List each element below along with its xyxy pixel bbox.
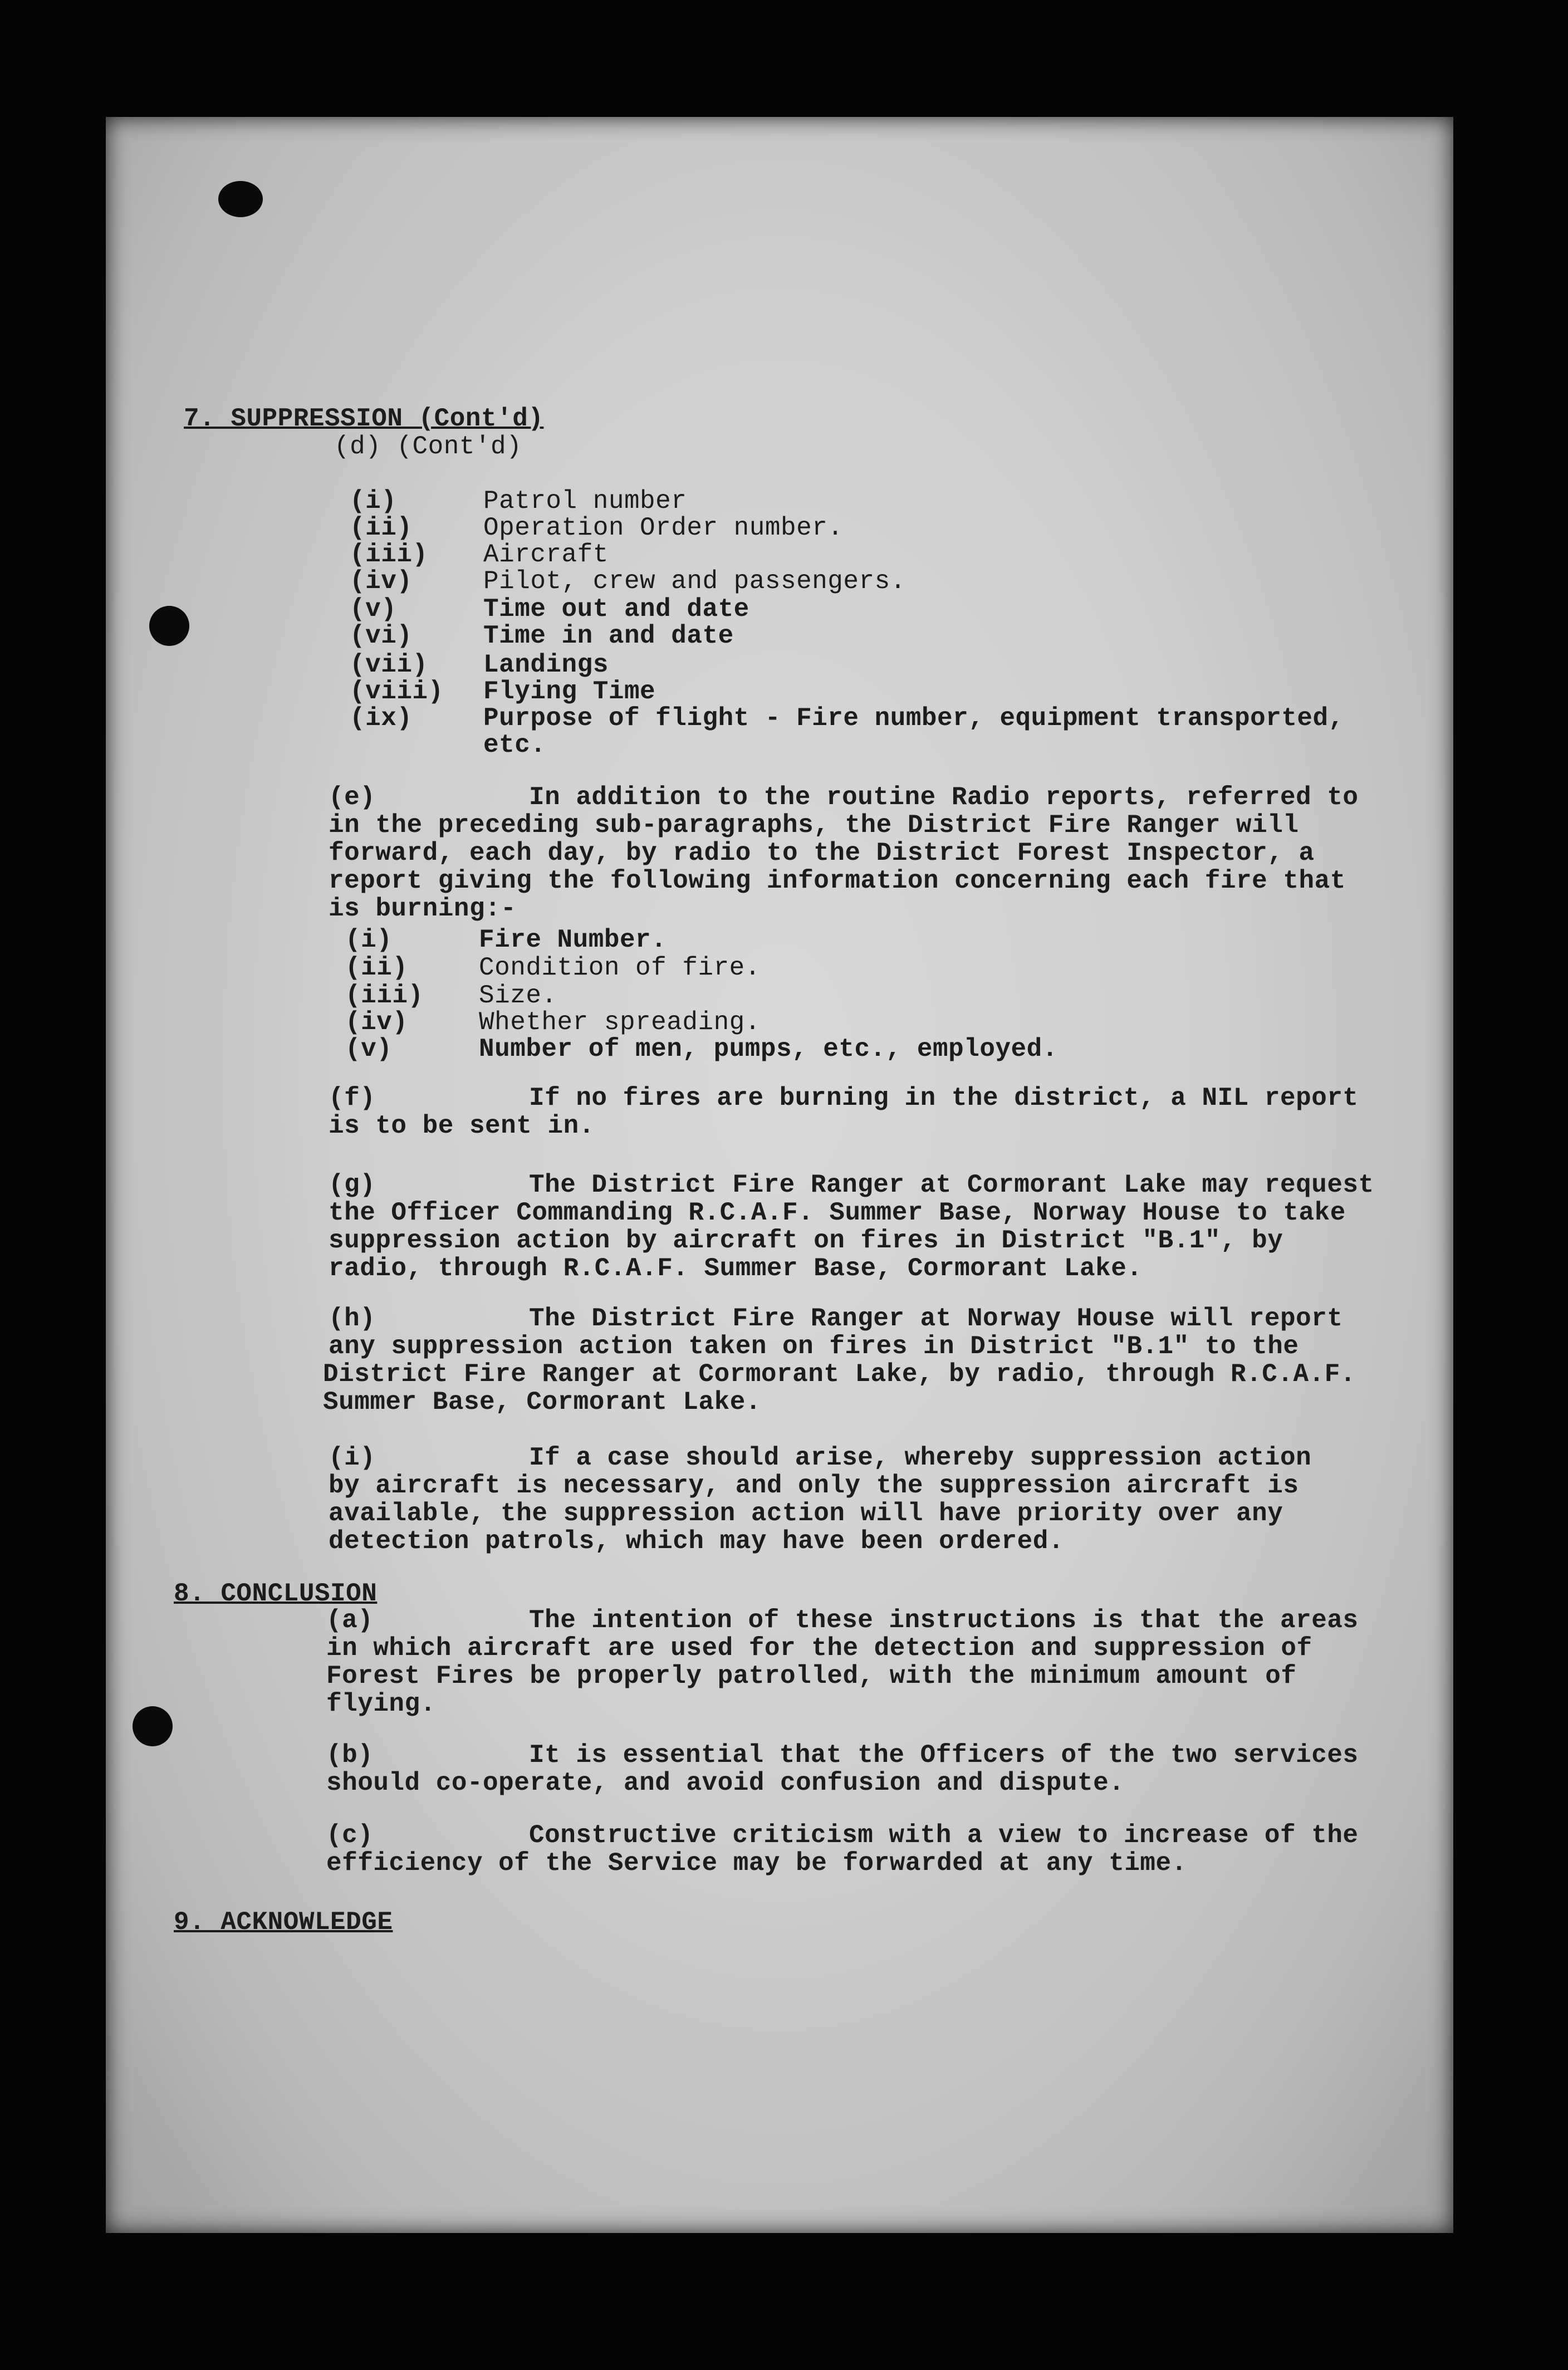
paragraph-g-line: the Officer Commanding R.C.A.F. Summer Base, Norway House to take: [329, 1198, 1346, 1227]
paragraph-i-line: If a case should arise, whereby suppression action: [529, 1443, 1312, 1472]
paragraph-f-line: is to be sent in.: [329, 1111, 595, 1140]
paragraph-e-line: report giving the following information concerning each fire that: [329, 866, 1346, 895]
paragraph-e-line: in the preceding sub-paragraphs, the District Fire Ranger will: [329, 811, 1299, 840]
paragraph-a-label: (a): [326, 1606, 374, 1635]
paragraph-b-line: It is essential that the Officers of the two services: [529, 1741, 1359, 1770]
paragraph-i-line: by aircraft is necessary, and only the suppression aircraft is: [329, 1471, 1299, 1500]
paragraph-a-line: in which aircraft are used for the detection and suppression of: [326, 1634, 1312, 1663]
paragraph-g-line: The District Fire Ranger at Cormorant Lake may request: [529, 1171, 1374, 1199]
document-text: 7. SUPPRESSION (Cont'd) (d) (Cont'd) (i) Patrol number (ii) Operation Order number. (iii) Aircraft (iv) Pilot, crew and passengers. (v) Time out and date (vi) Time in and date (vii) Landings (viii) Flying Time (ix) Purpose of flight - Fire number, equipment transported, etc. (e) In addition to the routine Radio reports, referred to in the preceding sub-paragraphs, the District Fire Ranger will forward, each day, by radio to the District Forest Inspector, a report giving the following information concerning each fire that is burning:- (i) Fire Number. (ii) Condition of fire. (iii) Size. (iv) Whether spreading. (v) Number of men, pumps, etc., employed. (f) If no fires are burning in the district, a NIL report is to be sent in. (g) The District Fire Ranger at Cormorant Lake may request the Officer Commanding R.C.A.F. Summer Base, Norway House to take suppression action by aircraft on fires in District "B.1", by radio, through R.C.A.F. Summer Base, Cormorant Lake. (h) The District Fire Ranger at Norway House will report any suppression action taken on fires in District "B.1" to the District Fire Ranger at Cormorant Lake, by radio, through R.C.A.F. Summer Base, Cormorant Lake. (i) If a case should arise, whereby suppression action by aircraft is necessary, and only the suppression aircraft is available, the suppression action will have priority over any detection patrols, which may have been ordered. 8. CONCLUSION (a) The intention of these instructions is that the areas in which aircraft are used for the detection and suppression of Forest Fires be properly patrolled, with the minimum amount of flying. (b) It is essential that the Officers of the two services should co-operate, and avoid confusion and dispute. (c) Constructive criticism with a view to increase of the efficiency of the Service may be forwarded at any time. 9. ACKNOWLEDGE: [174, 404, 1374, 1937]
paragraph-e-label: (e): [329, 783, 376, 812]
section-9-heading: 9. ACKNOWLEDGE: [174, 1908, 393, 1937]
paragraph-a-line: Forest Fires be properly patrolled, with the minimum amount of: [326, 1662, 1297, 1691]
paragraph-e-line: forward, each day, by radio to the District Forest Inspector, a: [329, 839, 1315, 868]
paragraph-i-line: detection patrols, which may have been ordered.: [329, 1527, 1064, 1556]
paragraph-g-line: radio, through R.C.A.F. Summer Base, Cormorant Lake.: [329, 1254, 1143, 1283]
paragraph-a-line: The intention of these instructions is that the areas: [529, 1606, 1359, 1635]
paragraph-h-line: The District Fire Ranger at Norway House will report: [529, 1304, 1343, 1333]
paragraph-h-line: Summer Base, Cormorant Lake.: [323, 1388, 761, 1417]
paragraph-h-line: District Fire Ranger at Cormorant Lake, by radio, through R.C.A.F.: [323, 1360, 1356, 1389]
section-7-subheading: (d) (Cont'd): [334, 432, 522, 461]
paragraph-i-line: available, the suppression action will have priority over any: [329, 1499, 1283, 1528]
paragraph-c-label: (c): [326, 1821, 374, 1850]
paragraph-f-line: If no fires are burning in the district, a NIL report: [529, 1084, 1359, 1113]
paragraph-c-line: efficiency of the Service may be forwarded at any time.: [326, 1849, 1187, 1878]
paragraph-i-label: (i): [329, 1443, 376, 1472]
paragraph-b-label: (b): [326, 1741, 374, 1770]
paragraph-h-label: (h): [329, 1304, 376, 1333]
paragraph-e-line: In addition to the routine Radio reports, referred to: [529, 783, 1359, 812]
paragraph-g-line: suppression action by aircraft on fires in District "B.1", by: [329, 1226, 1283, 1255]
paragraph-h-line: any suppression action taken on fires in District "B.1" to the: [329, 1332, 1299, 1361]
paragraph-f-label: (f): [329, 1084, 376, 1113]
paragraph-b-line: should co-operate, and avoid confusion and dispute.: [326, 1769, 1125, 1798]
paragraph-g-label: (g): [329, 1171, 376, 1199]
section-8-heading: 8. CONCLUSION: [174, 1579, 378, 1608]
paragraph-c-line: Constructive criticism with a view to increase of the: [529, 1821, 1359, 1850]
paragraph-a-line: flying.: [326, 1690, 436, 1718]
section-7-heading: 7. SUPPRESSION (Cont'd): [184, 404, 544, 433]
paragraph-e-line: is burning:-: [329, 894, 517, 923]
